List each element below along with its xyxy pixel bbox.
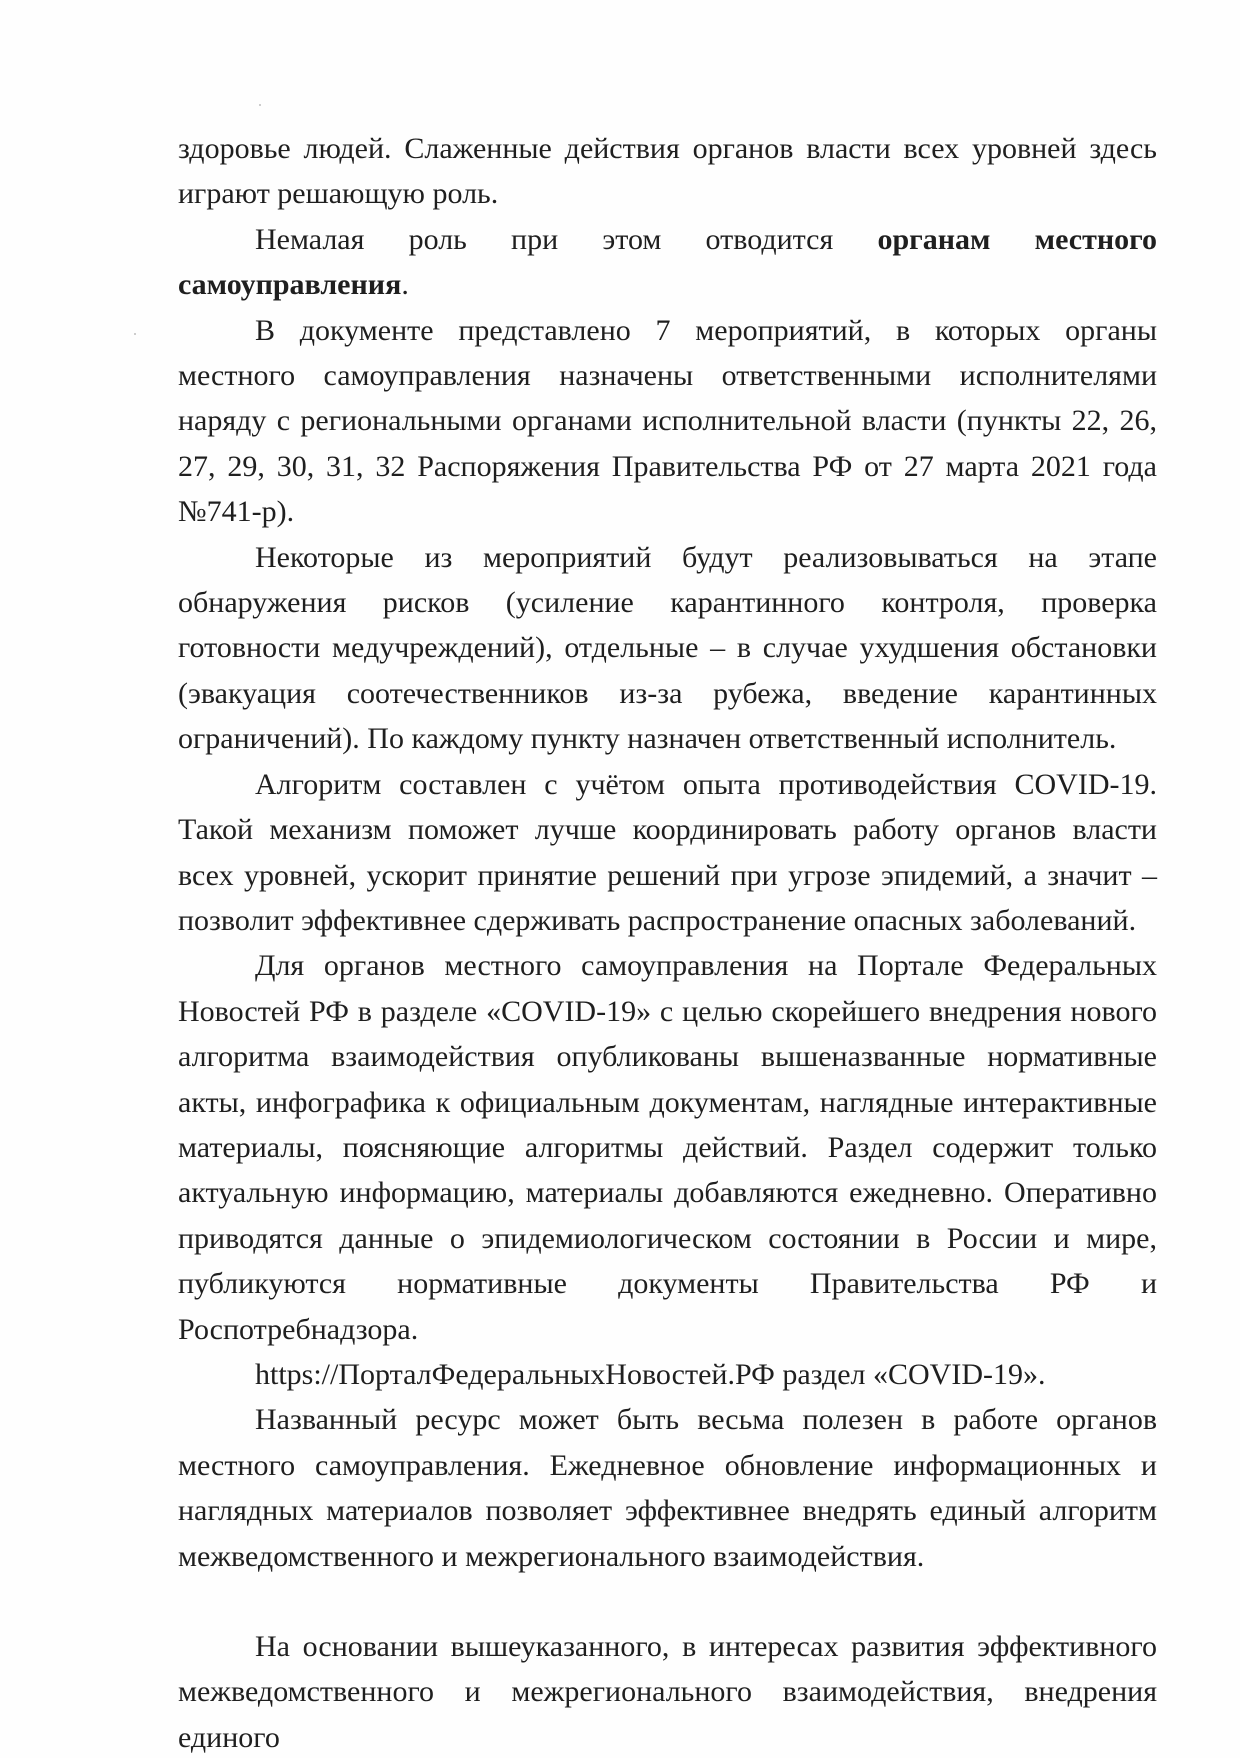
paragraph-algorithm: Алгоритм составлен с учётом опыта противодействия COVID-19. Такой механизм поможет лучше координировать работу органов власти всех уровней, ускорит принятие решений при угрозе эпидемий, а значит – позволит эффективнее сдерживать распространение опасных заболеваний. (178, 767, 1157, 937)
paragraph-conclusion: На основании вышеуказанного, в интересах развития эффективного межведомственного и межрегионального взаимодействия, внедрения единого (178, 1630, 1157, 1754)
bold-emphasis: органам местного самоуправления (178, 222, 1157, 302)
scan-speck (134, 333, 136, 335)
paragraph-continuation: здоровье людей. Слаженные действия органов власти всех уровней здесь играют решающую роль. (178, 132, 1157, 211)
paragraph-text: Немалая роль при этом отводится (255, 222, 878, 256)
paragraph-portal: Для органов местного самоуправления на Портале Федеральных Новостей РФ в разделе «COVID-19» с целью скорейшего внедрения нового алгоритма взаимодействия опубликованы вышеназванные нормативные акты, инфографика к официальным документам, наглядные интерактивные материалы, поясняющие алгоритмы действий. Раздел содержит только актуальную информацию, материалы добавляются ежедневно. Оперативно приводятся данные о эпидемиологическом состоянии в России и мире, публикуются нормативные документы Правительства РФ и Роспотребнадзора. (178, 949, 1157, 1346)
paragraph-measures: В документе представлено 7 мероприятий, в которых органы местного самоуправления назначены ответственными исполнителями наряду с региональными органами исполнительной власти (пункты 22, 26, 27, 29, 30, 31, 32 Распоряжения Правительства РФ от 27 марта 2021 года №741-р). (178, 313, 1157, 529)
scan-speck (259, 104, 261, 106)
document-body (178, 126, 1157, 1758)
paragraph-resource-usefulness: Названный ресурс может быть весьма полезен в работе органов местного самоуправления. Ежедневное обновление информационных и наглядных материалов позволяет эффективнее внедрять единый алгоритм межведомственного и межрегионального взаимодействия. (178, 1403, 1157, 1573)
paragraph-risk-stages: Некоторые из мероприятий будут реализовываться на этапе обнаружения рисков (усиление карантинного контроля, проверка готовности медучреждений), отдельные – в случае ухудшения обстановки (эвакуация соотечественников из-за рубежа, введение карантинных ограничений). По каждому пункту назначен ответственный исполнитель. (178, 540, 1157, 756)
paragraph-text: . (401, 268, 409, 302)
paragraph-local-government-role (178, 217, 1157, 308)
paragraph-portal-link: https://ПорталФедеральныхНовостей.РФ раздел «COVID-19». (255, 1357, 1046, 1391)
